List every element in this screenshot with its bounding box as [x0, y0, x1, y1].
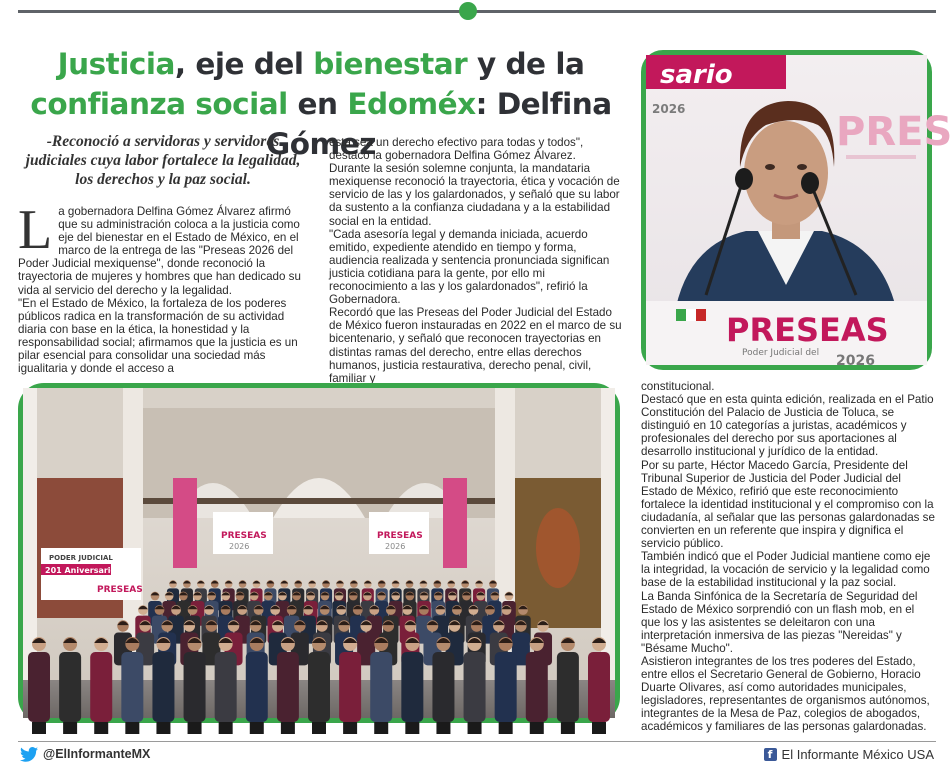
- person-body: [526, 652, 548, 722]
- portrait-photo: [641, 50, 952, 370]
- headline-text: en: [287, 87, 348, 121]
- twitter-handle: @ElInformanteMX: [43, 747, 151, 761]
- paragraph: a gobernadora Delfina Gómez Álvarez afirmó que su administración coloca a la justicia como eje del bienestar en el Estado de México, en el marco de la entrega de las "Preseas 2026 del Poder Judicial mexiquense", donde reconoció la trayectoria de mujeres y hombres que han dedicado su vida al servicio del derecho y la legalidad.: [18, 205, 301, 297]
- headline-line-1: [18, 44, 624, 84]
- facebook-icon: f: [764, 748, 777, 761]
- person-body: [152, 652, 174, 722]
- twitter-icon: [20, 747, 38, 762]
- top-rule: [18, 10, 936, 13]
- paragraph: Durante la sesión solemne conjunta, la mandataria mexiquense reconoció la trayectoria, ética y vocación de servicio de las y los galardonados, y señaló que su labor da sustento a la confianza ciudadana y a la estabilidad social en la entidad.: [329, 162, 620, 228]
- person-legs: [499, 722, 513, 734]
- person-body: [121, 652, 143, 722]
- person-body: [28, 652, 50, 722]
- paragraph: constitucional.: [641, 380, 715, 393]
- poster-banner: 201 Aniversario: [45, 566, 117, 575]
- drop-cap: L: [18, 199, 53, 261]
- group-illustration: [23, 388, 615, 718]
- person-legs: [32, 722, 46, 734]
- paragraph: Recordó que las Preseas del Poder Judicial del Estado de México fueron instauradas en 2022 en el marco de su bicentenario, y señaló que reconocen trayectorias en distintas ramas del derecho, entre ellas derechos humanos, justicia restaurativa, derecho penal, civil, familiar y: [329, 306, 622, 385]
- person-legs: [343, 722, 357, 734]
- face: [744, 121, 828, 225]
- person-body: [464, 652, 486, 722]
- screen-year: 2026: [229, 542, 250, 551]
- footer-rule: [18, 741, 936, 742]
- article-column-2: [329, 136, 624, 385]
- person-body: [215, 652, 237, 722]
- poster-header: PODER JUDICIAL: [49, 554, 113, 562]
- headline-highlight: bienestar: [313, 47, 468, 81]
- banner-text: sario: [660, 60, 733, 90]
- person-body: [339, 652, 361, 722]
- headline-highlight: Edoméx: [347, 87, 476, 121]
- backdrop-year: 2026: [652, 102, 686, 116]
- person-legs: [125, 722, 139, 734]
- podium-subtitle: Poder Judicial del: [742, 348, 820, 358]
- screen-year: 2026: [385, 542, 406, 551]
- person-body: [308, 652, 330, 722]
- person-legs: [281, 722, 295, 734]
- portrait-illustration: [646, 55, 952, 369]
- person-body: [246, 652, 268, 722]
- person-legs: [436, 722, 450, 734]
- footer-twitter[interactable]: [20, 745, 150, 763]
- person-legs: [188, 722, 202, 734]
- headline-highlight: confianza social: [30, 87, 288, 121]
- backdrop-word: PRES: [836, 109, 952, 155]
- paragraph: Asistieron integrantes de los tres poderes del Estado, entre ellos el Secretario General de Gobierno, Horacio Duarte Olivares, así como autoridades municipales, legisladores, representantes de organismos autónomos, integrantes de la Mesa de Paz, colegios de abogados, académicos y familiares de las personas galardonadas.: [641, 654, 930, 734]
- microphone: [801, 172, 819, 194]
- paragraph: La Banda Sinfónica de la Secretaría de Seguridad del Estado de México sorprendió con un flash mob, en el que los y las asistentes se deleitaron con una interpretación inmersiva de las piezas "Nereidas" y "Bésame Mucho".: [641, 589, 918, 655]
- headline-text: , eje del: [174, 47, 314, 81]
- paragraph: "En el Estado de México, la fortaleza de los poderes públicos radica en la transformación de su actividad diaria con base en la ética, la honestidad y la responsabilidad social; afirmamos que la justicia es un pilar esencial para consolidar una sociedad más igualitaria y donde el acceso a: [18, 296, 298, 376]
- person-legs: [530, 722, 544, 734]
- person-body: [277, 652, 299, 722]
- person-body: [370, 652, 392, 722]
- paragraph: "Cada asesoría legal y demanda iniciada, acuerdo emitido, expediente atendido en tiempo y forma, audiencia realizada y sentencia pronunciada significan justicia cotidiana para la gente, por ello mi reconocimiento a las y los galardonados", refirió la Gobernadora.: [329, 227, 610, 307]
- top-green-dot: [459, 2, 477, 20]
- poster-title: PRESEAS: [97, 585, 143, 595]
- person-body: [557, 652, 579, 722]
- person-body: [432, 652, 454, 722]
- facebook-page-name: El Informante México USA: [781, 746, 934, 762]
- lead-summary: -Reconoció a servidoras y servidores judiciales cuya labor fortalece la legalidad, los derechos y la paz social.: [25, 133, 301, 188]
- article-column-3: [641, 380, 935, 734]
- headline-highlight: Justicia: [57, 47, 175, 81]
- person-body: [401, 652, 423, 722]
- person-legs: [312, 722, 326, 734]
- person-body: [90, 652, 112, 722]
- person-legs: [405, 722, 419, 734]
- paragraph: esta sea un derecho efectivo para todas y todos", destacó la gobernadora Delfina Gómez Álvarez.: [329, 136, 584, 163]
- paragraph: Por su parte, Héctor Macedo García, Presidente del Tribunal Superior de Justicia del Poder Judicial del Estado de México, refirió que este reconocimiento fortalece la identidad institucional y el compromiso con la ciudadanía, al señalar que las personas galardonadas se convierten en un referente que inspira y dignifica el servicio público.: [641, 458, 935, 551]
- person-legs: [468, 722, 482, 734]
- person-body: [184, 652, 206, 722]
- screen-title: PRESEAS: [221, 531, 267, 541]
- podium-year: 2026: [836, 353, 875, 369]
- person-legs: [156, 722, 170, 734]
- headline-text: : Delfina Gómez: [266, 87, 612, 161]
- person-body: [588, 652, 610, 722]
- person-legs: [63, 722, 77, 734]
- group-photo: [18, 383, 620, 723]
- person-legs: [250, 722, 264, 734]
- article-column-1: [18, 199, 310, 376]
- footer-facebook[interactable]: [764, 745, 934, 763]
- person-legs: [94, 722, 108, 734]
- podium-title: PRESEAS: [726, 311, 889, 349]
- hanging-banner: [173, 478, 197, 568]
- person-legs: [219, 722, 233, 734]
- hanging-banner: [443, 478, 467, 568]
- microphone: [735, 168, 753, 190]
- person-legs: [592, 722, 606, 734]
- paragraph: Destacó que en esta quinta edición, realizada en el Patio Constitución del Palacio de Justicia de Toluca, se distinguió en 10 categorías a juristas, académicos y profesionales del derecho por sus aportaciones al desarrollo institucional y jurídico de la entidad.: [641, 393, 934, 459]
- person-body: [495, 652, 517, 722]
- person-legs: [374, 722, 388, 734]
- person-body: [59, 652, 81, 722]
- screen-title: PRESEAS: [377, 531, 423, 541]
- paragraph: También indicó que el Poder Judicial mantiene como eje la integridad, la vocación de servicio y la legalidad como base de la estabilidad institucional y la paz social.: [641, 550, 931, 590]
- headline-text: y de la: [467, 47, 585, 81]
- person-legs: [561, 722, 575, 734]
